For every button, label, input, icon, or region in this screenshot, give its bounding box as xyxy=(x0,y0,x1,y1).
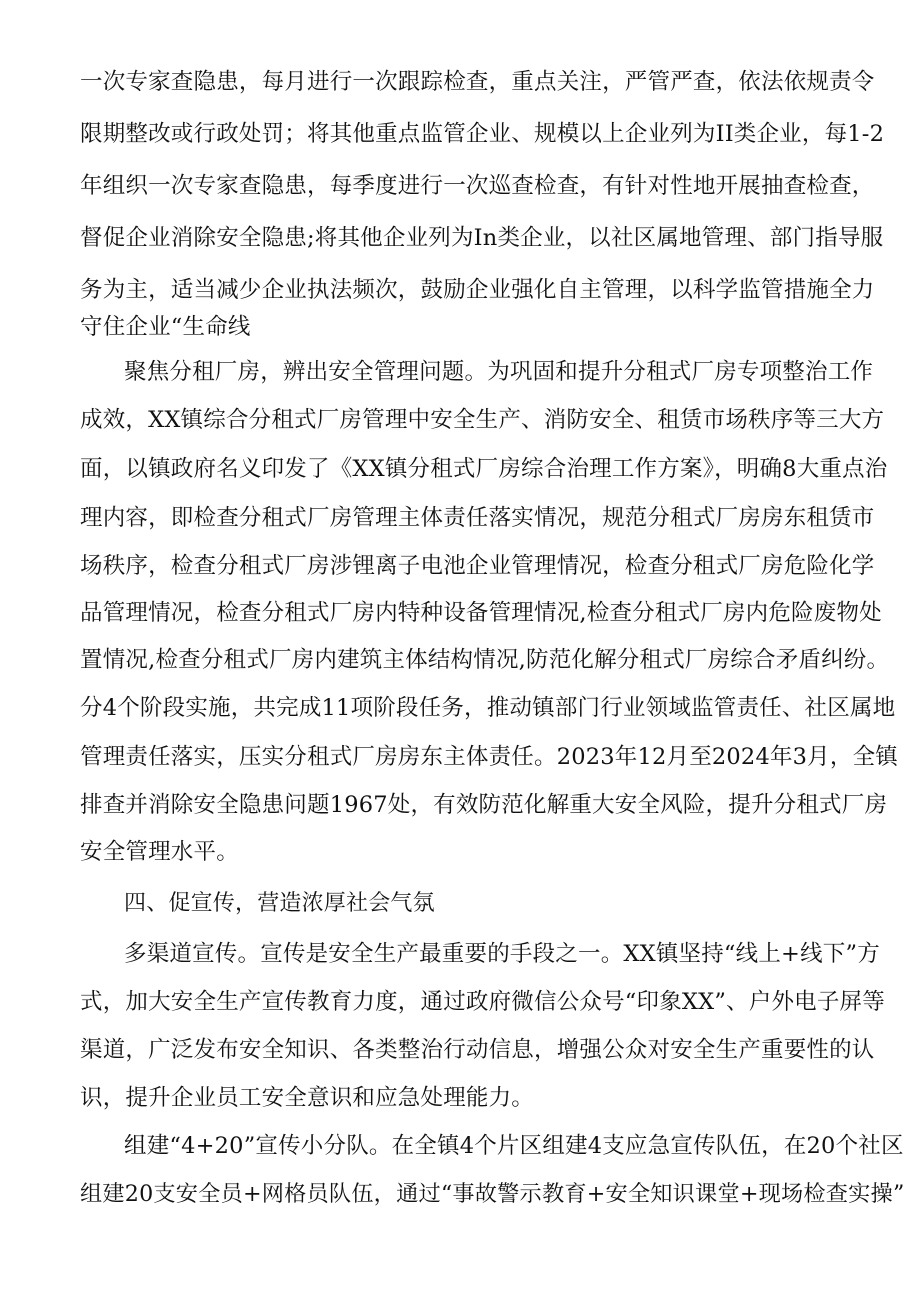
body-line: 年组织一次专家查隐患，每季度进行一次巡查检查，有针对性地开展抽查检查， xyxy=(80,173,875,199)
body-line: 式，加大安全生产宣传教育力度，通过政府微信公众号“印象XX”、户外电子屏等 xyxy=(80,989,885,1015)
section-heading: 四、促宣传，营造浓厚社会气氛 xyxy=(124,891,435,916)
paragraph-first-line: 组建“4+20”宣传小分队。在全镇4个片区组建4支应急宣传队伍，在20个社区 xyxy=(124,1133,904,1159)
body-line: 管理责任落实，压实分租式厂房房东主体责任。2023年12月至2024年3月，全镇 xyxy=(80,744,898,770)
body-line: 理内容，即检查分租式厂房管理主体责任落实情况，规范分租式厂房房东租赁市 xyxy=(80,505,875,531)
body-line: 守住企业“生命线 xyxy=(80,314,251,340)
body-line: 一次专家查隐患，每月进行一次跟踪检查，重点关注，严管严查，依法依规责令 xyxy=(80,69,875,95)
paragraph-first-line: 聚焦分租厂房，辨出安全管理问题。为巩固和提升分租式厂房专项整治工作 xyxy=(124,359,874,385)
body-line: 限期整改或行政处罚；将其他重点监管企业、规模以上企业列为II类企业，每1-2 xyxy=(80,121,885,147)
body-line: 务为主，适当减少企业执法频次，鼓励企业强化自主管理，以科学监管措施全力 xyxy=(80,277,875,303)
body-line: 分4个阶段实施，共完成11项阶段任务，推动镇部门行业领域监管责任、社区属地 xyxy=(80,695,896,721)
body-line: 置情况,检查分租式厂房内建筑主体结构情况,防范化解分租式厂房综合矛盾纠纷。 xyxy=(80,647,890,673)
body-line: 场秩序，检查分租式厂房涉锂离子电池企业管理情况，检查分租式厂房危险化学 xyxy=(80,553,875,579)
body-line: 渠道，广泛发布安全知识、各类整治行动信息，增强公众对安全生产重要性的认 xyxy=(80,1037,875,1063)
body-line: 面，以镇政府名义印发了《XX镇分租式厂房综合治理工作方案》，明确8大重点治 xyxy=(80,456,888,482)
body-line: 安全管理水平。 xyxy=(80,839,239,865)
body-line: 成效，XX镇综合分租式厂房管理中安全生产、消防安全、租赁市场秩序等三大方 xyxy=(80,407,885,433)
body-line: 识，提升企业员工安全意识和应急处理能力。 xyxy=(80,1085,535,1111)
body-line: 组建20支安全员+网格员队伍，通过“事故警示教育+安全知识课堂+现场检查实操” xyxy=(80,1181,905,1207)
body-line: 督促企业消除安全隐患;将其他企业列为In类企业，以社区属地管理、部门指导服 xyxy=(80,225,884,251)
body-line: 品管理情况，检查分租式厂房内特种设备管理情况,检查分租式厂房内危险废物处 xyxy=(80,600,882,626)
body-line: 排查并消除安全隐患问题1967处，有效防范化解重大安全风险，提升分租式厂房 xyxy=(80,792,888,818)
paragraph-first-line: 多渠道宣传。宣传是安全生产最重要的手段之一。XX镇坚持“线上+线下”方 xyxy=(124,941,880,967)
